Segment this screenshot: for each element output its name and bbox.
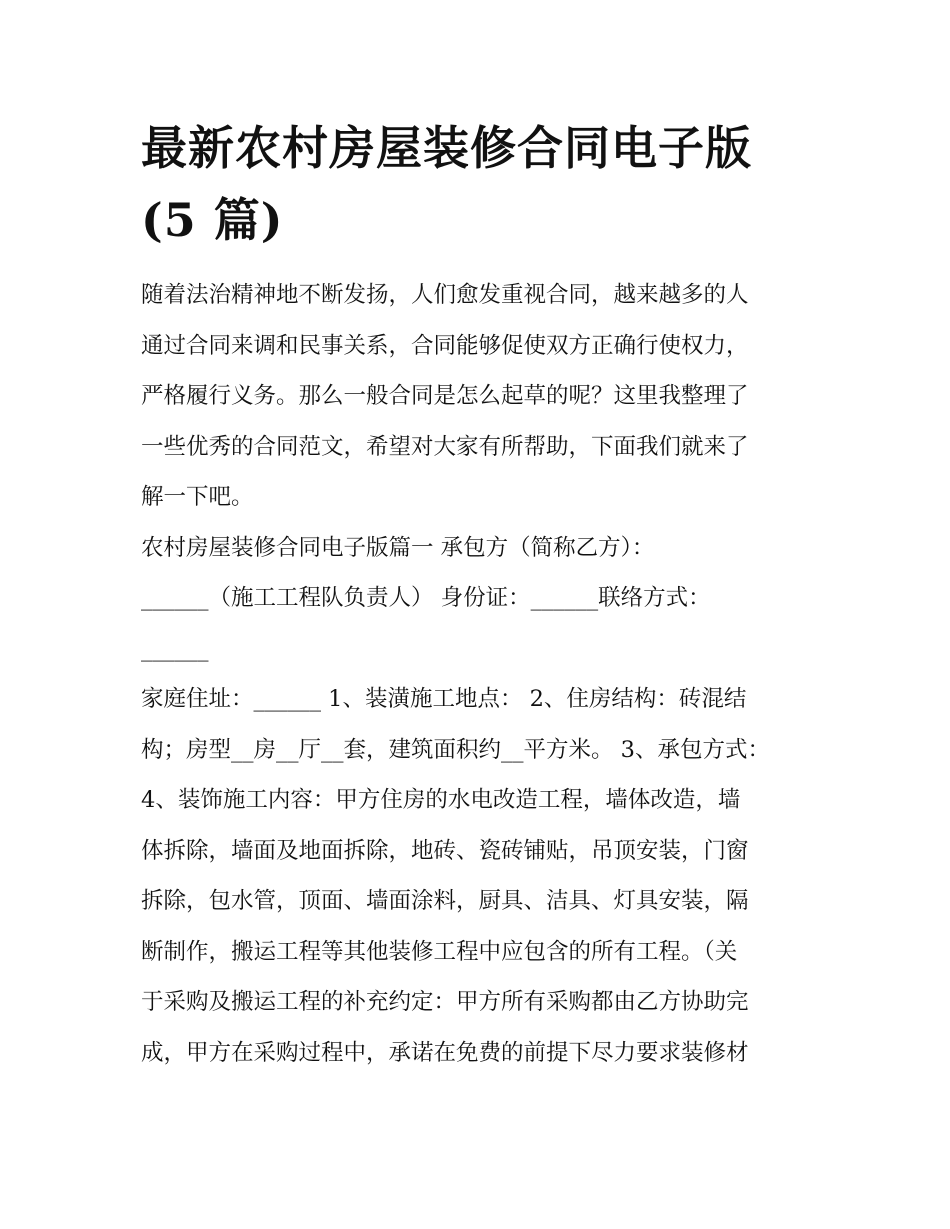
contract-line: ______	[141, 635, 209, 662]
intro-line: 一些优秀的合同范文，希望对大家有所帮助，下面我们就来了	[141, 433, 749, 460]
contract-paragraph	[141, 523, 813, 1079]
contract-line: 4、装饰施工内容：甲方住房的水电改造工程，墙体改造，墙	[141, 787, 741, 813]
document-page	[141, 112, 813, 1078]
contract-line: ______（施工工程队负责人） 身份证：______联络方式：	[141, 585, 711, 611]
intro-paragraph	[141, 270, 813, 523]
intro-line: 严格履行义务。那么一般合同是怎么起草的呢？这里我整理了	[141, 383, 749, 409]
intro-line: 随着法治精神地不断发扬，人们愈发重视合同，越来越多的人	[141, 282, 749, 308]
contract-line: 于采购及搬运工程的补充约定：甲方所有采购都由乙方协助完	[141, 989, 749, 1015]
contract-line: 成，甲方在采购过程中，承诺在免费的前提下尽力要求装修材	[141, 1039, 749, 1066]
intro-line: 通过合同来调和民事关系，合同能够促使双方正确行使权力，	[141, 332, 749, 359]
contract-line: 构；房型__房__厅__套，建筑面积约__平方米。 3、承包方式：	[141, 736, 770, 763]
contract-line: 家庭住址：______ 1、装潢施工地点： 2、住房结构：砖混结	[141, 686, 747, 712]
intro-line: 解一下吧。	[141, 484, 254, 510]
contract-line: 农村房屋装修合同电子版篇一 承包方（简称乙方）：	[141, 534, 655, 561]
contract-line: 断制作，搬运工程等其他装修工程中应包含的所有工程。（关	[141, 938, 738, 965]
document-title	[141, 112, 813, 256]
title-line-2: (5 篇)	[141, 193, 284, 247]
contract-line: 体拆除，墙面及地面拆除，地砖、瓷砖铺贴，吊顶安装，门窗	[141, 837, 749, 864]
title-line-1: 最新农村房屋装修合同电子版	[141, 121, 752, 175]
contract-line: 拆除，包水管，顶面、墙面涂料，厨具、洁具、灯具安装，隔	[141, 888, 749, 914]
